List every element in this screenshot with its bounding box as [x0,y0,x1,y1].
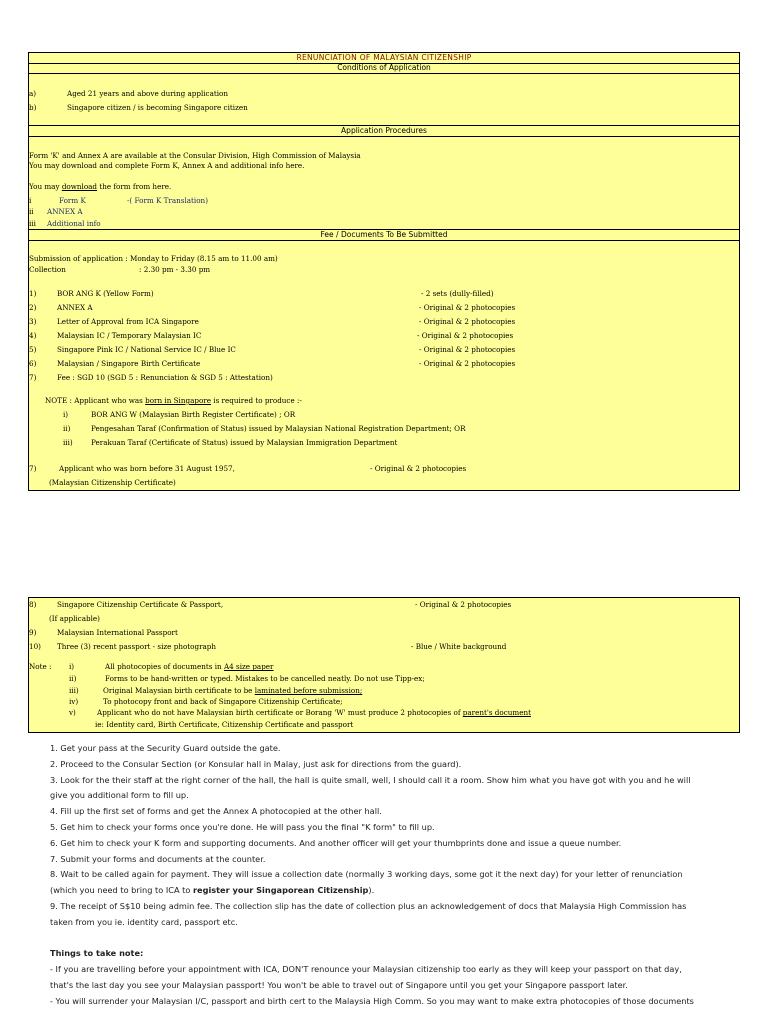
doc-num: 2) [29,303,37,312]
step-line: 1. Get your pass at the Security Guard outside the gate. [50,743,281,753]
steps-section [50,741,750,1010]
note-pre: Applicant who do not have Malaysian birth certificate or Borang 'W' must produce 2 photocopies of [97,708,463,717]
additional-info-link[interactable]: Additional info [47,219,101,228]
note-underlined: A4 size paper [223,662,274,671]
spacer [50,931,750,947]
note-underlined: parent's document [462,708,531,717]
doc-req: - Original & 2 photocopies [417,331,514,340]
step-line: 7. Submit your forms and documents at the counter. [50,853,266,864]
step-line [50,883,750,899]
note-line: that's the last day you see your Malaysian passport! You won't be able to travel out of Singapore until you get your Singapore passport later. [50,979,628,990]
download-prefix: You may [29,182,62,191]
note-text: Pengesahan Taraf (Confirmation of Status) issued by Malaysian National Registration Department; OR [91,424,466,433]
form-num: iii [29,219,36,228]
doc-text: Letter of Approval from ICA Singapore [57,317,199,326]
note-line: - You will surrender your Malaysian I/C, passport and birth cert to the Malaysia High Comm. So you may want to make extra photocopies of those documents [50,995,694,1006]
doc-text: Malaysian / Singapore Birth Certificate [57,359,201,368]
doc-text: BOR ANG K (Yellow Form) [57,289,154,298]
note-suffix: is required to produce :- [210,396,302,405]
note-text: Forms to be hand-written or typed. Mistakes to be cancelled neatly. Do not use Tipp-ex; [105,674,425,683]
fees-header: Fee / Documents To Be Submitted [29,229,739,241]
notes-title: Things to take note: [50,948,144,959]
doc-text: Applicant who was born before 31 August 1957, [59,464,235,473]
step-line: 9. The receipt of S$10 being admin fee. The collection slip has the date of collection plus an acknowledgement of docs that Malaysia High Commission has [50,900,687,911]
procedure-line: You may download and complete Form K, Annex A and additional info here. [29,161,305,170]
note-text [105,662,274,671]
form-num: ii [29,207,34,216]
note-num: ii) [69,674,77,683]
doc-req: - Original & 2 photocopies [419,345,516,354]
note-pre: Original Malaysian birth certificate to be [103,686,255,695]
step-text: (which you need to bring to ICA to [50,885,193,896]
doc-sub: (If applicable) [49,614,100,623]
condition-text: Aged 21 years and above during application [67,89,228,98]
note-label: Note : [29,662,52,671]
step-line: taken from you ie. identity card, passport etc. [50,916,238,927]
step-text: ). [368,885,375,896]
note-text: BOR ANG W (Malaysian Birth Register Certificate) ; OR [91,410,296,419]
doc-num: 9) [29,628,37,637]
step-line: 6. Get him to check your K form and supporting documents. And another officer will get your thumbprints done and issue a queue number. [50,837,622,848]
condition-text: Singapore citizen / is becoming Singapore citizen [67,103,248,112]
note-prefix: NOTE : Applicant who was [45,396,146,405]
doc-req: - Original & 2 photocopies [419,359,516,368]
requirements-panel [28,52,740,491]
step-line: 2. Proceed to the Consular Section (or Konsular hall in Malay, just ask for directions from the guard). [50,758,462,769]
doc-num: 5) [29,345,37,354]
annex-a-link[interactable]: ANNEX A [47,207,83,216]
step-line: 5. Get him to check your forms once you're done. He will pass you the final "K form" to fill up. [50,821,435,832]
note-underlined: born in Singapore [145,396,211,405]
note-num: iii) [63,438,73,447]
doc-req: - 2 sets (dully-filled) [421,289,494,298]
doc-num: 6) [29,359,37,368]
doc-req: - Original & 2 photocopies [419,317,516,326]
note-pre: All photocopies of documents in [105,662,224,671]
conditions-header: Conditions of Application [29,63,739,74]
procedure-line: Form 'K' and Annex A are available at the Consular Division, High Commission of Malaysia [29,151,361,160]
register-citizenship-text: register your Singaporean Citizenship [193,885,369,896]
doc-text: Fee : SGD 10 (SGD 5 : Renunciation & SGD 5 : Attestation) [57,373,273,382]
doc-num: 8) [29,600,37,609]
doc-req: - Blue / White background [411,642,507,651]
doc-num: 3) [29,317,37,326]
note-num: i) [63,410,69,419]
collection-time: : 2.30 pm - 3.30 pm [139,265,211,274]
doc-req: - Original & 2 photocopies [370,464,467,473]
form-num: i [29,196,32,205]
step-line: 8. Wait to be called again for payment. They will issue a collection date (normally 3 working days, some got it the next day) for your letter of renunciation [50,869,683,880]
note-line: - If you are travelling before your appointment with ICA, DON'T renounce your Malaysian citizenship too early as they will keep your passport on that day, [50,964,682,975]
born-in-singapore-note [45,396,302,405]
doc-num: 4) [29,331,37,340]
note-num: i) [69,662,75,671]
note-num: ii) [63,424,71,433]
download-suffix: the form from here. [97,182,172,191]
step-line: 4. Fill up the first set of forms and get the Annex A photocopied at the other hall. [50,806,382,817]
note-text [103,686,362,695]
note-text: Perakuan Taraf (Certificate of Status) issued by Malaysian Immigration Department [91,438,398,447]
doc-num: 10) [29,642,41,651]
note-text: ie: Identity card, Birth Certificate, Citizenship Certificate and passport [95,720,354,729]
document-title: RENUNCIATION OF MALAYSIAN CITIZENSHIP [29,53,739,64]
download-line [29,182,171,191]
doc-num: 7) [29,373,37,382]
requirements-panel-continued [28,597,740,733]
note-num: iv) [69,697,79,706]
condition-num: b) [29,103,37,112]
submission-hours: Submission of application : Monday to Friday (8.15 am to 11.00 am) [29,254,278,263]
note-text: To photocopy front and back of Singapore Citizenship Certificate; [103,697,343,706]
doc-text: ANNEX A [57,303,93,312]
note-num: iii) [69,686,79,695]
note-text [97,708,531,717]
doc-text: Three (3) recent passport - size photograph [57,642,217,651]
doc-text: Singapore Citizenship Certificate & Passport, [57,600,224,609]
download-link[interactable]: download [61,182,98,191]
doc-text: Malaysian International Passport [57,628,178,637]
doc-num: 1) [29,289,37,298]
collection-label: Collection [29,265,66,274]
doc-text: Singapore Pink IC / National Service IC / Blue IC [57,345,236,354]
note-num: v) [69,708,76,717]
doc-req: - Original & 2 photocopies [419,303,516,312]
condition-num: a) [29,89,37,98]
form-k-link[interactable]: Form K [59,196,86,205]
step-line: give you additional form to fill up. [50,790,189,801]
doc-req: - Original & 2 photocopies [415,600,512,609]
step-line: 3. Look for the their staff at the right corner of the hall, the hall is quite small, well, I should call it a room. Show him what you have got with you and he will [50,774,691,785]
doc-num: 7) [29,464,37,473]
doc-sub: (Malaysian Citizenship Certificate) [49,478,176,487]
note-underlined: laminated before submission; [254,686,363,695]
procedures-header: Application Procedures [29,125,739,137]
doc-text: Malaysian IC / Temporary Malaysian IC [57,331,202,340]
form-k-translation-link[interactable]: -( Form K Translation) [127,196,208,205]
